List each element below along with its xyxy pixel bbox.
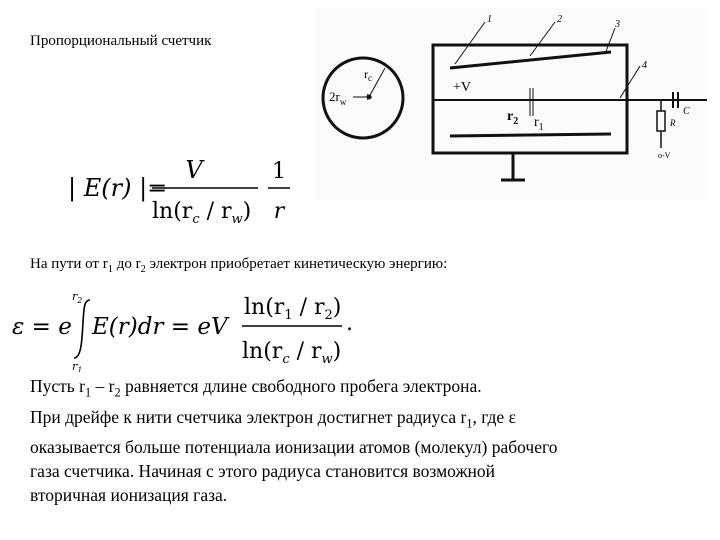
label-resistor: R [670, 118, 676, 128]
explanation-paragraph [30, 374, 710, 507]
counter-diagram [315, 8, 707, 200]
formula2-lhs: ε = e [12, 314, 72, 340]
integral-sign [74, 300, 90, 358]
para-line-1: Пусть $r_1 - r_2$ равняется длине свободного пробега электрона. [30, 376, 482, 400]
formula-field-strength [68, 148, 308, 230]
label-4: 4 [642, 60, 647, 71]
label-rc: $r_c$ [364, 67, 372, 83]
para-line-4: газа счетчика. Начиная с этого радиуса становится возможной [30, 461, 496, 481]
formula2-numerator: $\ln(r_1 / r_2)$ [244, 295, 342, 323]
formula2-lower-limit: $r_1$ [72, 360, 83, 372]
formula2-integrand: E(r)dr = eV [92, 314, 228, 340]
para-line-5: вторичная ионизация газа. [30, 485, 228, 505]
label-rw: $2r_w$ [329, 89, 347, 107]
electrode-bottom [450, 134, 611, 136]
formula1-lhs: | E(r) |= [68, 174, 168, 202]
label-1: 1 [487, 14, 492, 25]
formula1-den2: r [273, 199, 285, 224]
label-capacitor: C [683, 106, 690, 117]
slide-title: Пропорциональный счетчик [30, 33, 212, 49]
formula2-dot: . [346, 311, 353, 336]
label-r2: $r_2$ [507, 109, 519, 127]
label-2: 2 [557, 14, 562, 25]
formula1-num1: V [185, 156, 203, 184]
formula1-num2: 1 [272, 159, 286, 184]
energy-intro-text: На пути от $r_1$ до $r_2$ электрон приобретает кинетическую энергию: [30, 256, 448, 275]
diagram-background [315, 8, 707, 200]
para-line-2: При дрейфе к нити счетчика электрон достигнет радиуса $r_1$, где ε [30, 406, 516, 430]
label-3: 3 [615, 19, 620, 30]
formula1-den1: $\ln(r_c / r_w)$ [152, 199, 252, 227]
formula-energy-integral [12, 282, 358, 372]
formula2-denominator: $\ln(r_c / r_w)$ [242, 339, 342, 367]
para-line-3: оказывается больше потенциала ионизации атомов (молекул) рабочего [30, 437, 558, 457]
label-output: o-V [658, 151, 671, 160]
formula2-upper-limit: $r_2$ [72, 290, 83, 305]
label-r1: $r_1$ [534, 115, 544, 133]
label-plus-v: +V [453, 80, 472, 95]
